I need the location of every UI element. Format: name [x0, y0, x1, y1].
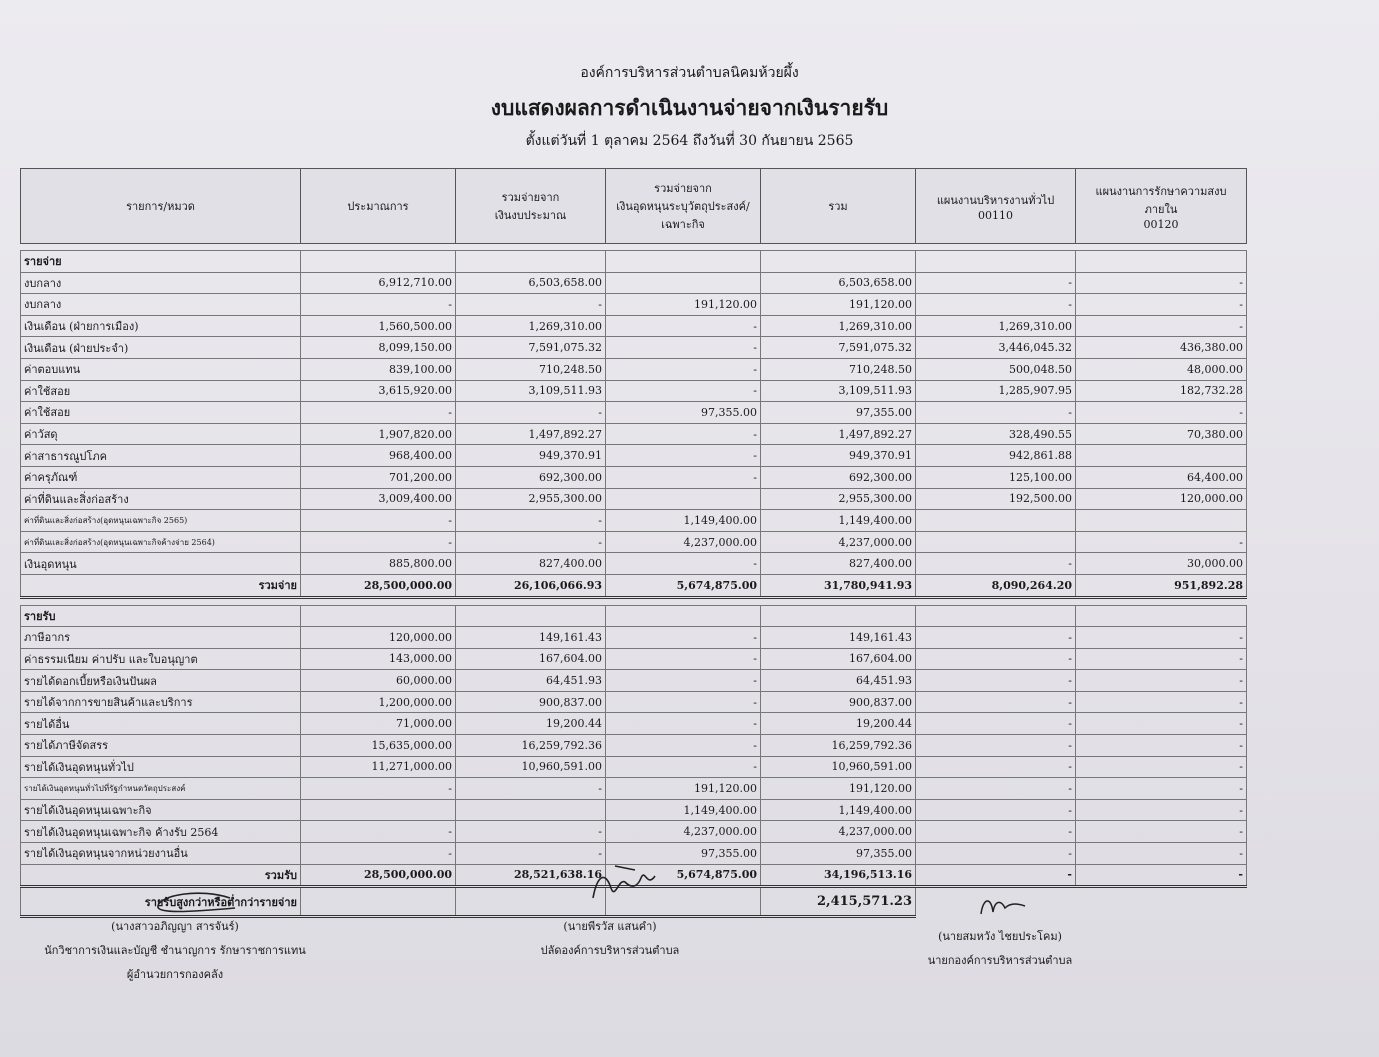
row-value: - — [916, 294, 1076, 316]
row-label: ค่าตอบแทน — [21, 358, 301, 380]
row-value: 3,109,511.93 — [456, 380, 606, 402]
row-value: - — [606, 315, 761, 337]
row-value: 15,635,000.00 — [301, 735, 456, 757]
row-value: 839,100.00 — [301, 358, 456, 380]
signer-name: (นายสมหวัง ไชยประโคม) — [938, 930, 1062, 943]
row-label: ค่าครุภัณฑ์ — [21, 466, 301, 488]
table-row — [21, 380, 1247, 402]
row-value: 191,120.00 — [761, 294, 916, 316]
row-value: 436,380.00 — [1076, 337, 1247, 359]
row-value: 1,200,000.00 — [301, 691, 456, 713]
row-value: 1,149,400.00 — [761, 510, 916, 532]
row-value: - — [606, 337, 761, 359]
row-value: - — [606, 423, 761, 445]
table-row — [21, 799, 1247, 821]
row-value: - — [1076, 821, 1247, 843]
row-value: 949,370.91 — [456, 445, 606, 467]
table-row — [21, 778, 1247, 800]
row-label: งบกลาง — [21, 294, 301, 316]
row-value: 7,591,075.32 — [761, 337, 916, 359]
row-value: - — [606, 735, 761, 757]
signer-position: นักวิชาการเงินและบัญชี ชำนาญการ รักษาราชการแทน — [44, 944, 306, 957]
signer-name: (นายพีรวัส แสนคำ) — [563, 920, 657, 933]
row-value: - — [1076, 691, 1247, 713]
row-value: - — [1076, 735, 1247, 757]
table-row — [21, 713, 1247, 735]
col-header-grant-paid: รวมจ่ายจาก เงินอุดหนุนระบุวัตถุประสงค์/ เฉพาะกิจ — [606, 169, 761, 244]
total-label: รวมรับ — [21, 864, 301, 887]
table-row — [21, 756, 1247, 778]
section-row-income — [21, 605, 1247, 627]
row-value: 8,099,150.00 — [301, 337, 456, 359]
table-row — [21, 691, 1247, 713]
row-value: 97,355.00 — [761, 843, 916, 865]
row-value — [1076, 445, 1247, 467]
row-value — [606, 272, 761, 294]
row-value: 328,490.55 — [916, 423, 1076, 445]
table-header-row — [21, 169, 1247, 244]
table-row — [21, 272, 1247, 294]
signer-position-2: ผู้อำนวยการกองคลัง — [126, 968, 224, 981]
row-label: รายได้เงินอุดหนุนทั่วไป — [21, 756, 301, 778]
row-value: - — [1076, 315, 1247, 337]
signature-block-chief — [900, 925, 1100, 973]
row-label: รายได้ภาษีจัดสรร — [21, 735, 301, 757]
row-label: ค่าสาธารณูปโภค — [21, 445, 301, 467]
col-header-item: รายการ/หมวด — [21, 169, 301, 244]
row-value: 64,400.00 — [1076, 466, 1247, 488]
row-value: - — [1076, 648, 1247, 670]
signer-name: (นางสาวอภิญญา สารจันร์) — [111, 920, 239, 933]
row-value: 120,000.00 — [1076, 488, 1247, 510]
total-value: - — [1076, 864, 1247, 887]
row-label: ค่าใช้สอย — [21, 402, 301, 424]
row-value: 1,269,310.00 — [761, 315, 916, 337]
table-row — [21, 735, 1247, 757]
row-value: - — [916, 272, 1076, 294]
row-value: - — [1076, 627, 1247, 649]
signature-mark-3 — [975, 892, 1035, 922]
table-row — [21, 315, 1247, 337]
col-header-budget-paid: รวมจ่ายจาก เงินงบประมาณ — [456, 169, 606, 244]
statement-table — [20, 168, 1247, 918]
row-value: 1,560,500.00 — [301, 315, 456, 337]
row-label: รายได้เงินอุดหนุนจากหน่วยงานอื่น — [21, 843, 301, 865]
row-value: 10,960,591.00 — [761, 756, 916, 778]
row-label: รายได้เงินอุดหนุนเฉพาะกิจ ค้างรับ 2564 — [21, 821, 301, 843]
row-value: - — [456, 402, 606, 424]
row-label: เงินเดือน (ฝ่ายประจำ) — [21, 337, 301, 359]
row-value: 1,149,400.00 — [606, 799, 761, 821]
table-row — [21, 670, 1247, 692]
row-value: 60,000.00 — [301, 670, 456, 692]
row-value: - — [606, 691, 761, 713]
row-value — [916, 510, 1076, 532]
row-value — [606, 488, 761, 510]
row-value: - — [606, 358, 761, 380]
row-value: - — [916, 691, 1076, 713]
row-value: 64,451.93 — [456, 670, 606, 692]
row-value: 949,370.91 — [761, 445, 916, 467]
row-value: - — [456, 778, 606, 800]
row-value: - — [606, 713, 761, 735]
col-header-estimate: ประมาณการ — [301, 169, 456, 244]
row-value: - — [916, 670, 1076, 692]
row-value: - — [916, 735, 1076, 757]
row-value: 1,907,820.00 — [301, 423, 456, 445]
table-row — [21, 553, 1247, 575]
row-value: 3,009,400.00 — [301, 488, 456, 510]
row-value: 2,955,300.00 — [456, 488, 606, 510]
row-value: - — [606, 553, 761, 575]
row-value: - — [1076, 778, 1247, 800]
row-value: - — [1076, 713, 1247, 735]
table-row — [21, 423, 1247, 445]
organization-name: องค์การบริหารส่วนตำบลนิคมห้วยผึ้ง — [580, 65, 799, 81]
row-label: รายได้อื่น — [21, 713, 301, 735]
row-value: - — [1076, 294, 1247, 316]
row-label: รายได้เงินอุดหนุนเฉพาะกิจ — [21, 799, 301, 821]
signer-position: นายกองค์การบริหารส่วนตำบล — [927, 954, 1073, 967]
row-value: - — [1076, 402, 1247, 424]
row-label: รายได้เงินอุดหนุนทั่วไปที่รัฐกำหนดวัตถุประสงค์ — [21, 778, 301, 800]
row-label: ค่าที่ดินและสิ่งก่อสร้าง(อุดหนุนเฉพาะกิจ 2565) — [21, 510, 301, 532]
row-value: 3,446,045.32 — [916, 337, 1076, 359]
row-value: 4,237,000.00 — [606, 821, 761, 843]
table-row — [21, 510, 1247, 532]
row-value: 71,000.00 — [301, 713, 456, 735]
surplus-value: 2,415,571.23 — [761, 887, 916, 917]
row-value: 19,200.44 — [456, 713, 606, 735]
section-label: รายจ่าย — [21, 251, 301, 273]
row-value: 192,500.00 — [916, 488, 1076, 510]
row-value: - — [456, 294, 606, 316]
row-value: - — [916, 648, 1076, 670]
row-value: 97,355.00 — [606, 402, 761, 424]
row-value: 701,200.00 — [301, 466, 456, 488]
row-value: 4,237,000.00 — [761, 531, 916, 553]
row-label: รายได้ดอกเบี้ยหรือเงินปันผล — [21, 670, 301, 692]
table-row — [21, 821, 1247, 843]
total-row — [21, 574, 1247, 597]
income-section — [21, 605, 1247, 887]
total-value: 28,500,000.00 — [301, 864, 456, 887]
row-value: 827,400.00 — [456, 553, 606, 575]
row-value: 30,000.00 — [1076, 553, 1247, 575]
row-value: 1,497,892.27 — [456, 423, 606, 445]
row-value: - — [916, 799, 1076, 821]
row-value: - — [606, 670, 761, 692]
row-value: - — [916, 627, 1076, 649]
row-value: 6,503,658.00 — [761, 272, 916, 294]
row-label: ค่าที่ดินและสิ่งก่อสร้าง(อุดหนุนเฉพาะกิจค้างจ่าย 2564) — [21, 531, 301, 553]
row-value: - — [916, 553, 1076, 575]
row-value: 16,259,792.36 — [456, 735, 606, 757]
row-value: 885,800.00 — [301, 553, 456, 575]
row-value: 692,300.00 — [761, 466, 916, 488]
row-value — [301, 799, 456, 821]
row-value: 3,109,511.93 — [761, 380, 916, 402]
row-value: 710,248.50 — [456, 358, 606, 380]
row-label: เงินเดือน (ฝ่ายการเมือง) — [21, 315, 301, 337]
row-value: 191,120.00 — [606, 778, 761, 800]
row-value: 4,237,000.00 — [761, 821, 916, 843]
row-value: 191,120.00 — [606, 294, 761, 316]
row-value: - — [301, 510, 456, 532]
row-value: - — [301, 531, 456, 553]
col-header-total: รวม — [761, 169, 916, 244]
report-title: งบแสดงผลการดำเนินงานจ่ายจากเงินรายรับ — [490, 95, 889, 120]
row-value — [456, 799, 606, 821]
signature-block-deputy — [500, 915, 720, 963]
row-value: 2,955,300.00 — [761, 488, 916, 510]
row-value: 149,161.43 — [456, 627, 606, 649]
row-value: - — [1076, 670, 1247, 692]
signer-position: ปลัดองค์การบริหารส่วนตำบล — [540, 944, 680, 957]
row-label: ค่าที่ดินและสิ่งก่อสร้าง — [21, 488, 301, 510]
row-value: 4,237,000.00 — [606, 531, 761, 553]
row-value: - — [1076, 843, 1247, 865]
row-value — [916, 531, 1076, 553]
table-row — [21, 294, 1247, 316]
row-value: - — [916, 402, 1076, 424]
row-value: 968,400.00 — [301, 445, 456, 467]
row-value: 942,861.88 — [916, 445, 1076, 467]
row-value: 1,149,400.00 — [761, 799, 916, 821]
row-value: - — [606, 648, 761, 670]
row-value: - — [456, 843, 606, 865]
row-value: - — [916, 713, 1076, 735]
total-value: 26,106,066.93 — [456, 574, 606, 597]
row-value: - — [301, 843, 456, 865]
row-value: 1,269,310.00 — [456, 315, 606, 337]
row-value: - — [301, 294, 456, 316]
row-value: 10,960,591.00 — [456, 756, 606, 778]
total-value: 5,674,875.00 — [606, 574, 761, 597]
row-value: - — [606, 756, 761, 778]
total-label: รวมจ่าย — [21, 574, 301, 597]
row-value: - — [916, 821, 1076, 843]
row-value: 900,837.00 — [456, 691, 606, 713]
row-value: 125,100.00 — [916, 466, 1076, 488]
row-label: เงินอุดหนุน — [21, 553, 301, 575]
row-value: 48,000.00 — [1076, 358, 1247, 380]
row-value: 97,355.00 — [606, 843, 761, 865]
row-value: - — [1076, 799, 1247, 821]
row-value: - — [606, 627, 761, 649]
row-label: ค่าธรรมเนียม ค่าปรับ และใบอนุญาต — [21, 648, 301, 670]
section-row-expense — [21, 251, 1247, 273]
row-label: รายได้จากการขายสินค้าและบริการ — [21, 691, 301, 713]
row-value: 149,161.43 — [761, 627, 916, 649]
row-value — [1076, 510, 1247, 532]
row-value: 16,259,792.36 — [761, 735, 916, 757]
col-header-general-admin: แผนงานบริหารงานทั่วไป 00110 — [916, 169, 1076, 244]
row-value: 1,285,907.95 — [916, 380, 1076, 402]
row-value: 900,837.00 — [761, 691, 916, 713]
row-value: - — [456, 821, 606, 843]
row-value: 827,400.00 — [761, 553, 916, 575]
row-value: 182,732.28 — [1076, 380, 1247, 402]
row-value: - — [1076, 756, 1247, 778]
signature-block-finance — [40, 915, 310, 987]
total-value: 951,892.28 — [1076, 574, 1247, 597]
row-value: - — [1076, 531, 1247, 553]
row-value: 500,048.50 — [916, 358, 1076, 380]
row-value: 1,149,400.00 — [606, 510, 761, 532]
total-value: 8,090,264.20 — [916, 574, 1076, 597]
total-value: - — [916, 864, 1076, 887]
row-label: ค่าวัสดุ — [21, 423, 301, 445]
row-value: - — [916, 778, 1076, 800]
row-value: - — [1076, 272, 1247, 294]
table-row — [21, 488, 1247, 510]
table-row — [21, 445, 1247, 467]
table-row — [21, 402, 1247, 424]
row-value: 692,300.00 — [456, 466, 606, 488]
row-value: - — [606, 380, 761, 402]
row-value: 143,000.00 — [301, 648, 456, 670]
signature-mark-2 — [585, 858, 665, 908]
row-value: 7,591,075.32 — [456, 337, 606, 359]
row-value: 64,451.93 — [761, 670, 916, 692]
table-row — [21, 466, 1247, 488]
row-value: 11,271,000.00 — [301, 756, 456, 778]
col-header-internal-security: แผนงานการรักษาความสงบ ภายใน 00120 — [1076, 169, 1247, 244]
row-value: 6,503,658.00 — [456, 272, 606, 294]
table-row — [21, 531, 1247, 553]
row-value: 120,000.00 — [301, 627, 456, 649]
expense-section — [21, 251, 1247, 598]
row-value: - — [606, 466, 761, 488]
row-value: 97,355.00 — [761, 402, 916, 424]
row-value: - — [916, 756, 1076, 778]
table-row — [21, 627, 1247, 649]
report-period: ตั้งแต่วันที่ 1 ตุลาคม 2564 ถึงวันที่ 30 กันยายน 2565 — [525, 133, 854, 149]
table-row — [21, 648, 1247, 670]
row-value: - — [301, 778, 456, 800]
total-value: 5,674,875.00 — [606, 864, 761, 887]
row-value: - — [301, 821, 456, 843]
row-value: 1,269,310.00 — [916, 315, 1076, 337]
row-value: 167,604.00 — [456, 648, 606, 670]
row-value: 167,604.00 — [761, 648, 916, 670]
row-value: 19,200.44 — [761, 713, 916, 735]
row-value: 70,380.00 — [1076, 423, 1247, 445]
table-row — [21, 358, 1247, 380]
row-value: - — [456, 510, 606, 532]
total-value: 28,521,638.16 — [456, 864, 606, 887]
row-value: - — [456, 531, 606, 553]
section-label: รายรับ — [21, 605, 301, 627]
row-value: 1,497,892.27 — [761, 423, 916, 445]
total-value: 31,780,941.93 — [761, 574, 916, 597]
row-value: - — [916, 843, 1076, 865]
row-value: 191,120.00 — [761, 778, 916, 800]
row-value: - — [301, 402, 456, 424]
row-value: - — [606, 445, 761, 467]
total-value: 34,196,513.16 — [761, 864, 916, 887]
row-label: ภาษีอากร — [21, 627, 301, 649]
row-label: ค่าใช้สอย — [21, 380, 301, 402]
table-row — [21, 337, 1247, 359]
surplus-label: รายรับสูงกว่าหรือต่ำกว่ารายจ่าย — [21, 887, 301, 917]
row-label: งบกลาง — [21, 272, 301, 294]
total-value: 28,500,000.00 — [301, 574, 456, 597]
row-value: 3,615,920.00 — [301, 380, 456, 402]
row-value: 710,248.50 — [761, 358, 916, 380]
row-value: 6,912,710.00 — [301, 272, 456, 294]
